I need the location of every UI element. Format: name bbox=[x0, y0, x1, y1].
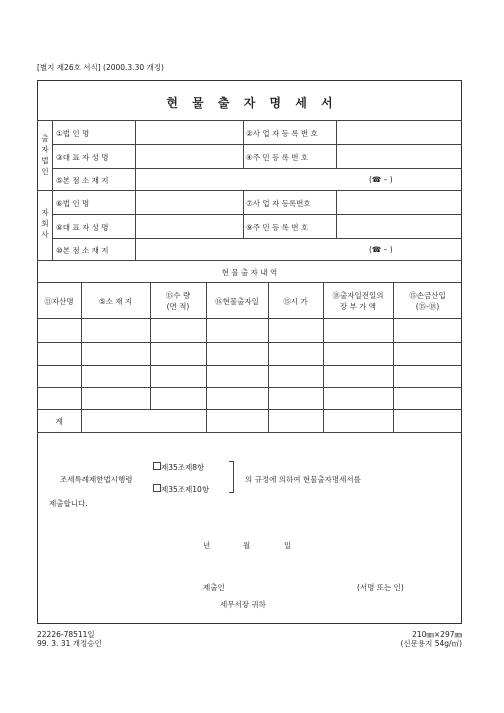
statement-submit: 제출합니다. bbox=[49, 499, 88, 508]
details-heading-divider bbox=[37, 282, 462, 283]
investor-section-label: 출자법인 bbox=[41, 134, 49, 176]
date-day: 일 bbox=[284, 541, 292, 550]
details-heading: 현 물 출 자 내 역 bbox=[221, 268, 278, 277]
footer-paper-size: 210㎜×297㎜ bbox=[412, 630, 462, 639]
row-divider bbox=[52, 238, 462, 239]
investor-biz-number-label: ②사 업 자 등 록 번 호 bbox=[246, 129, 318, 138]
row-divider bbox=[52, 168, 462, 169]
table-row-divider bbox=[37, 409, 462, 410]
table-column-divider bbox=[81, 409, 82, 432]
option-bracket bbox=[229, 461, 234, 493]
subsidiary-section-label: 자회사 bbox=[41, 208, 49, 239]
subsidiary-biz-number-label: ⑦사 업 자 등록번호 bbox=[246, 199, 311, 208]
subsidiary-hq-address-label: ⑩본 점 소 재 지 bbox=[56, 246, 109, 255]
option1-checkbox[interactable] bbox=[153, 462, 161, 470]
subsidiary-name-label: ⑥법 인 명 bbox=[56, 199, 90, 208]
footer-approval: 99. 3. 31 개정승인 bbox=[37, 639, 102, 648]
table-row-divider bbox=[37, 342, 462, 343]
col-deductible: ⑮손금산입 bbox=[409, 291, 446, 300]
col-quantity-area: (면 적) bbox=[166, 302, 190, 311]
col-asset-name: ⑪자산명 bbox=[44, 297, 74, 306]
row-divider bbox=[52, 214, 462, 215]
law-name: 조세특례제한법시행령 bbox=[60, 475, 133, 484]
title-divider bbox=[37, 120, 462, 121]
investor-hq-address-label: ⑤본 점 소 재 지 bbox=[56, 176, 109, 185]
label-column-divider bbox=[135, 120, 136, 260]
col-contribution-date: ⑯현물출자일 bbox=[215, 297, 259, 306]
investor-phone: (☎ – ) bbox=[369, 175, 393, 184]
footer-paper-type: (신문용지 54g/㎡) bbox=[400, 639, 462, 648]
table-row-divider bbox=[37, 387, 462, 388]
investor-name-label: ①법 인 명 bbox=[56, 129, 90, 138]
subsidiary-rep-name-label: ⑧대 표 자 성 명 bbox=[56, 223, 109, 232]
field-column-divider bbox=[243, 190, 244, 238]
col-market-price: ⑮시 가 bbox=[283, 297, 308, 306]
col-book-value: ⑱출자일전일의 bbox=[332, 291, 384, 300]
col-quantity: ⑮수 량 bbox=[165, 291, 191, 300]
form-number: [별지 제26호 서식] (2000.3.30 개정) bbox=[37, 63, 164, 72]
field-column-divider bbox=[243, 120, 244, 168]
option2-checkbox[interactable] bbox=[153, 484, 161, 492]
table-bottom-divider bbox=[37, 432, 462, 433]
col-location: ⑤소 재 지 bbox=[98, 297, 133, 306]
footer-code: 22226-78511일 bbox=[37, 630, 95, 639]
table-row-divider bbox=[37, 365, 462, 366]
option1-label: 제35조제8항 bbox=[161, 463, 205, 472]
col-deductible-formula: (⑮-⑱) bbox=[415, 302, 440, 311]
subsidiary-resident-number-label: ⑨주 민 등 록 번 호 bbox=[246, 223, 309, 232]
total-label: 계 bbox=[55, 417, 63, 426]
section-divider bbox=[37, 190, 462, 191]
date-year: 년 bbox=[203, 541, 211, 550]
page-title: 현 물 출 자 명 세 서 bbox=[166, 96, 338, 110]
label-column-divider bbox=[336, 190, 337, 238]
col-book-value-sub: 장 부 가 액 bbox=[339, 302, 377, 311]
recipient: 세무서장 귀하 bbox=[220, 600, 266, 609]
label-column-divider bbox=[336, 120, 337, 168]
date-month: 월 bbox=[243, 541, 251, 550]
investor-resident-number-label: ④주 민 등 록 번 호 bbox=[246, 153, 309, 162]
subsidiary-phone: (☎ – ) bbox=[369, 245, 393, 254]
row-divider bbox=[52, 144, 462, 145]
investor-rep-name-label: ③대 표 자 성 명 bbox=[56, 153, 109, 162]
option2-label: 제35조제10항 bbox=[161, 485, 210, 494]
section-label-divider bbox=[52, 120, 53, 260]
section-divider bbox=[37, 260, 462, 261]
table-header-divider bbox=[37, 318, 462, 319]
submitter-label: 제출인 bbox=[203, 583, 225, 592]
sign-note: (서명 또는 인) bbox=[357, 583, 404, 592]
statement-clause: 의 규정에 의하여 현물출자명세서를 bbox=[245, 475, 361, 484]
